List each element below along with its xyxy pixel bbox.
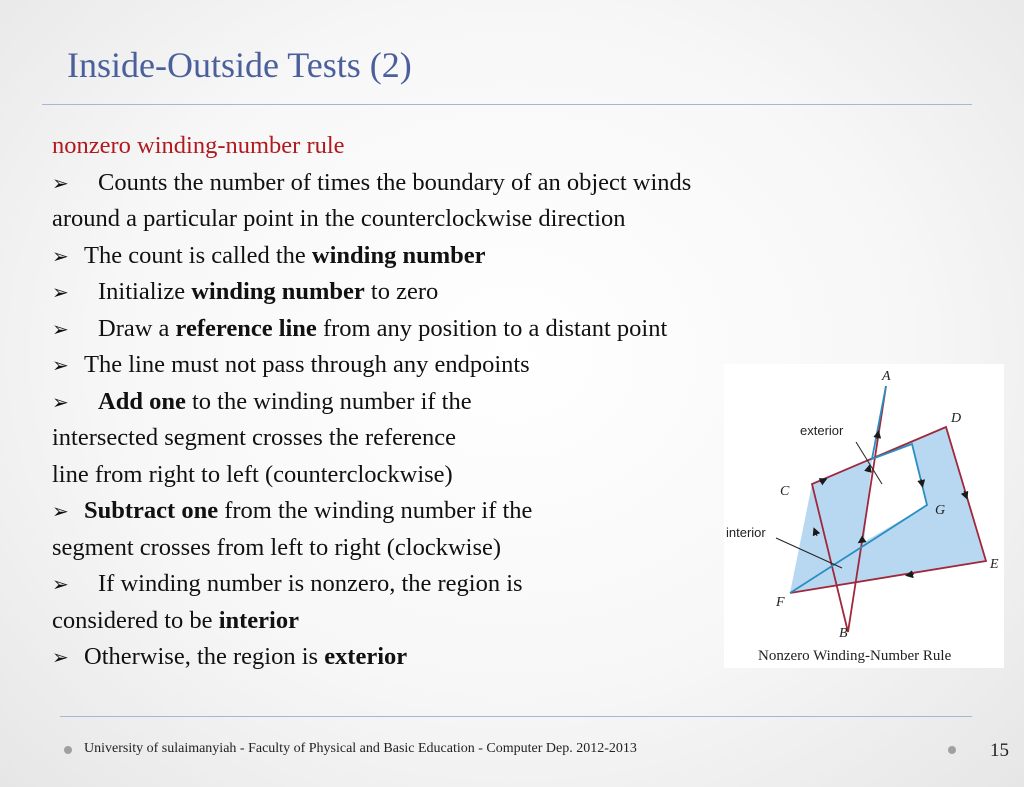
label-f: F [776,595,785,610]
bullet-3: ➢ Initialize winding number to zero [52,274,932,311]
bullet-4: ➢ Draw a reference line from any position to a distant point [52,311,932,348]
footer-bullet-icon [64,746,72,754]
exterior-label: exterior [800,423,844,438]
bullet-7-continued: segment crosses from left to right (clockwise) [52,533,502,561]
winding-diagram [724,364,1004,648]
label-a: A [882,369,891,384]
bullet-arrow-icon: ➢ [52,243,69,268]
bullet-arrow-icon: ➢ [52,280,69,304]
page-number: 15 [990,740,1009,761]
bullet-6-continued-2: line from right to left (counterclockwise) [52,460,453,488]
bullet-arrow-icon: ➢ [52,316,69,341]
bullet-arrow-icon: ➢ [52,572,69,596]
bullet-9: ➢ Otherwise, the region is exterior [52,639,932,676]
interior-label: interior [726,525,766,540]
page-bullet-icon [948,746,956,754]
bullet-arrow-icon: ➢ [52,389,69,414]
label-e: E [990,557,999,572]
label-d: D [951,411,962,426]
title-divider [42,104,972,105]
footer-text: University of sulaimanyiah - Faculty of Physical and Basic Education - Computer Dep. 2012-2013 [84,741,637,756]
bullet-2: ➢ The count is called the winding number [52,238,932,275]
bullet-arrow-icon: ➢ [52,170,69,195]
bullet-6: ➢ Add one to the winding number if the [52,384,932,421]
footer-divider [60,716,972,717]
bullet-6-continued: intersected segment crosses the reference [52,424,457,451]
bullet-arrow-icon: ➢ [52,499,69,523]
label-c: C [780,484,790,499]
slide-title: Inside-Outside Tests (2) [67,45,412,85]
section-heading: nonzero winding-number rule [52,132,345,159]
bullet-8-continued: considered to be interior [52,606,299,634]
figure-caption: Nonzero Winding-Number Rule [758,648,952,664]
bullet-5: ➢ The line must not pass through any endpoints [52,347,932,384]
winding-number-figure [724,364,1004,668]
label-b: B [839,626,848,641]
bullet-1-continued: around a particular point in the counterclockwise direction [52,205,626,232]
label-g: G [935,503,946,518]
bullet-8: ➢ If winding number is nonzero, the region is [52,566,932,603]
bullet-7: ➢ Subtract one from the winding number if the [52,493,932,530]
bullet-arrow-icon: ➢ [52,645,69,669]
bullet-arrow-icon: ➢ [52,353,69,377]
bullet-1: ➢ Counts the number of times the boundary of an object winds [52,165,932,202]
